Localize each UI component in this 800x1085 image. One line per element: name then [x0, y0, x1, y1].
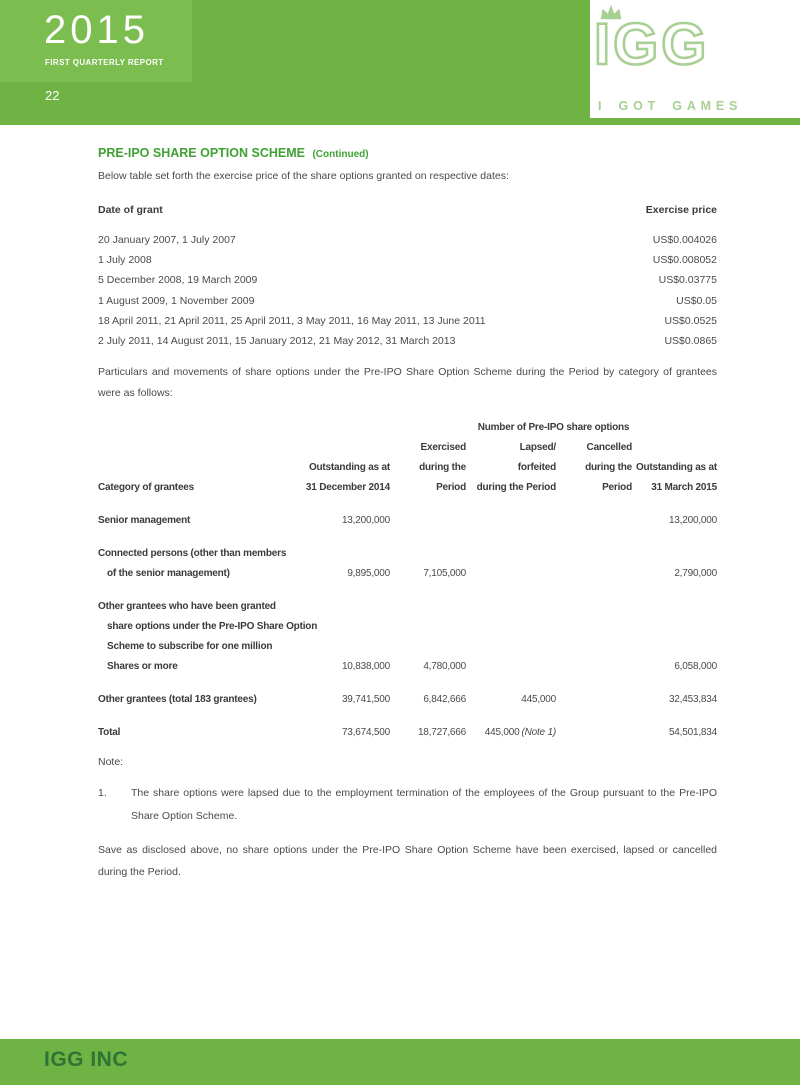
movement-row-other-grantees: [98, 690, 717, 710]
note-number: 1.: [98, 787, 107, 800]
header-line: Cancelled: [586, 442, 632, 454]
grant-date: 1 July 2008: [98, 254, 152, 267]
report-subtitle: FIRST QUARTERLY REPORT: [45, 58, 164, 67]
grant-row: [98, 230, 717, 250]
category-label: Scheme to subscribe for one million: [107, 641, 273, 653]
exercised-value: 18,727,666: [417, 727, 466, 739]
grant-price: US$0.0865: [664, 335, 717, 348]
note-reference: (Note 1): [521, 727, 556, 739]
header-line: Lapsed/: [519, 442, 556, 454]
title-continued: (Continued): [312, 149, 369, 160]
movement-row-connected-persons: [98, 544, 717, 584]
grant-row: [98, 311, 717, 331]
exercised-value: 6,842,666: [423, 694, 466, 706]
grant-date: 18 April 2011, 21 April 2011, 25 April 2011, 3 May 2011, 16 May 2011, 13 June 2011: [98, 314, 486, 327]
grant-date: 5 December 2008, 19 March 2009: [98, 274, 258, 287]
grant-price: US$0.008052: [652, 254, 717, 267]
grant-table-header: [98, 204, 717, 216]
year-logo: 2015: [44, 8, 149, 52]
page-title-text: PRE-IPO SHARE OPTION SCHEME: [98, 146, 305, 160]
category-label: share options under the Pre-IPO Share Option: [107, 621, 318, 633]
span-header-spacer: [98, 418, 390, 438]
column-header-cancelled: [556, 438, 632, 498]
header-line: Outstanding as at: [635, 462, 717, 474]
igg-logo: IGG: [594, 12, 710, 77]
header-line: 31 December 2014: [305, 482, 390, 494]
exercised-value: 7,105,000: [423, 568, 466, 580]
span-header: Number of Pre-IPO share options: [477, 422, 630, 434]
header-line: Outstanding as at: [308, 462, 390, 474]
note-label: Note:: [98, 756, 124, 769]
lapsed-value: 445,000: [521, 694, 556, 706]
category-label: Other grantees (total 183 grantees): [98, 694, 257, 706]
page-title: [98, 146, 717, 160]
column-header-exercised: [390, 438, 466, 498]
intro-paragraph: Below table set forth the exercise price of the share options granted on respective dates:: [98, 170, 509, 182]
outstanding-2014-value: 9,895,000: [347, 568, 390, 580]
note-item: [98, 782, 717, 828]
header-line: during the: [419, 462, 466, 474]
igg-logo-box: [590, 0, 800, 118]
header-line: Period: [602, 482, 632, 494]
footer-brand: IGG INC: [44, 1048, 129, 1071]
grant-row: [98, 270, 717, 290]
outstanding-2014-value: 10,838,000: [341, 661, 390, 673]
grant-date: 2 July 2011, 14 August 2011, 15 January 2012, 21 May 2012, 31 March 2013: [98, 335, 456, 348]
closing-paragraph: Save as disclosed above, no share options under the Pre-IPO Share Option Scheme have been exercised, lapsed or cancelled during the Period.: [98, 844, 717, 879]
grant-date-header: Date of grant: [98, 204, 163, 216]
grant-row: [98, 250, 717, 270]
exercised-value: 4,780,000: [423, 661, 466, 673]
grant-price-header: Exercise price: [645, 204, 717, 216]
column-header-outstanding-2015: [632, 458, 717, 498]
category-label: of the senior management): [107, 568, 230, 580]
outstanding-2014-value: 13,200,000: [341, 515, 390, 527]
grant-date: 1 August 2009, 1 November 2009: [98, 294, 255, 307]
header-line: during the: [585, 462, 632, 474]
category-label: Shares or more: [107, 661, 178, 673]
category-label: Other grantees who have been granted: [98, 601, 276, 613]
grant-row: [98, 291, 717, 311]
page-number: 22: [45, 88, 60, 103]
page-header: [0, 0, 800, 125]
page-content: [98, 125, 717, 883]
category-label: Total: [98, 727, 121, 739]
grant-table-rows: [98, 230, 717, 351]
header-line: Period: [436, 482, 466, 494]
note-text: The share options were lapsed due to the employment termination of the employees of the Group pursuant to the Pre-IPO Share Option Scheme.: [131, 787, 717, 823]
lapsed-value: 445,000: [484, 727, 520, 739]
grant-price: US$0.004026: [652, 234, 717, 246]
grant-price: US$0.03775: [658, 274, 717, 287]
outstanding-2015-value: 32,453,834: [668, 694, 717, 706]
outstanding-2014-value: 39,741,500: [341, 694, 390, 706]
outstanding-2015-value: 6,058,000: [674, 661, 717, 673]
grant-date: 20 January 2007, 1 July 2007: [98, 234, 236, 246]
page-footer: [0, 1039, 800, 1085]
movement-intro-paragraph: Particulars and movements of share options under the Pre-IPO Share Option Scheme during the Period by category of grantees were as follows:: [98, 366, 717, 400]
movement-row-senior-management: [98, 511, 717, 531]
outstanding-2015-value: 54,501,834: [668, 727, 717, 739]
category-label: Connected persons (other than members: [98, 548, 287, 560]
span-header-row: [98, 418, 717, 438]
grant-price: US$0.05: [676, 294, 717, 307]
header-line: Exercised: [420, 442, 466, 454]
outstanding-2015-value: 2,790,000: [674, 568, 717, 580]
movement-table: [98, 418, 717, 743]
category-label: Senior management: [98, 515, 191, 527]
header-line: during the Period: [476, 482, 556, 494]
column-header-row: [98, 438, 717, 498]
igg-tagline: I GOT GAMES: [598, 99, 743, 113]
grant-price: US$0.0525: [664, 314, 717, 327]
header-line: forfeited: [517, 462, 556, 474]
grant-table: [98, 204, 717, 351]
header-line: 31 March 2015: [651, 482, 717, 494]
header-line: Category of grantees: [98, 482, 195, 494]
column-header-lapsed: [466, 438, 556, 498]
movement-row-other-grantees-million: [98, 597, 717, 677]
outstanding-2015-value: 13,200,000: [668, 515, 717, 527]
movement-row-total: [98, 723, 717, 743]
movement-table-rows: [98, 511, 717, 743]
year-logo-box: [0, 0, 192, 82]
grant-row: [98, 331, 717, 351]
outstanding-2014-value: 73,674,500: [341, 727, 390, 739]
column-header-outstanding-2014: [300, 458, 390, 498]
column-header-category: [98, 478, 300, 498]
